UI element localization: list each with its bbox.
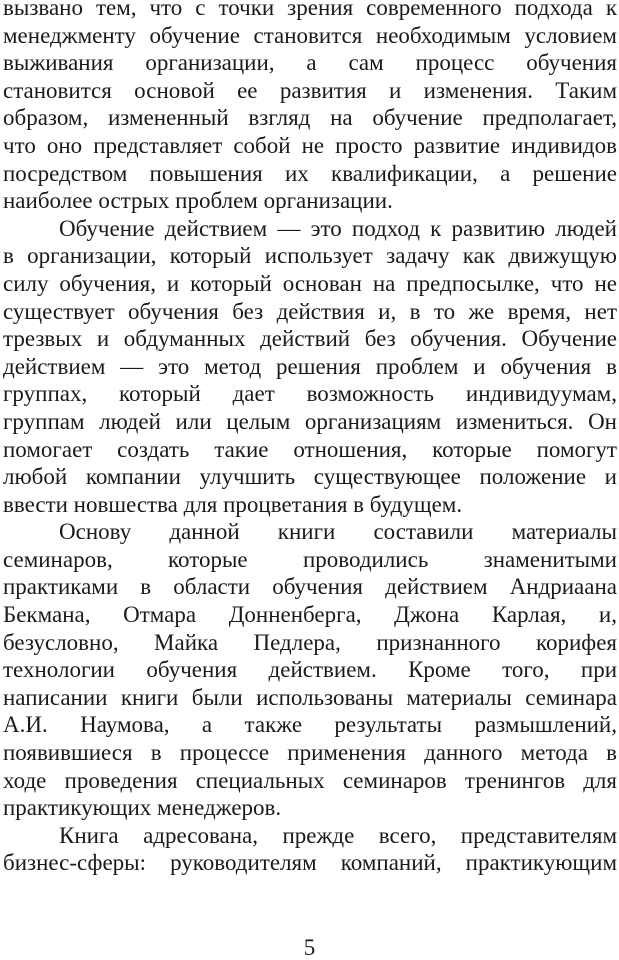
text-line: существует обучения без действия и, в то же время, нет: [3, 298, 617, 324]
text-line: выживания организации, а сам процесс обучения: [3, 50, 617, 76]
text-line: вызвано тем, что с точки зрения современного подхода к: [3, 0, 617, 20]
text-line: семинаров, которые проводились знаменитыми: [3, 546, 617, 572]
text-line: бизнес-сферы: руководителям компаний, практикующим: [3, 850, 617, 876]
text-line: менеджменту обучение становится необходимым условием: [3, 22, 617, 48]
text-line: образом, измененный взгляд на обучение предполагает,: [3, 105, 617, 131]
text-line: наиболее острых проблем организации.: [3, 188, 393, 214]
text-line: Обучение действием — это подход к развитию людей: [59, 215, 617, 241]
text-line: действием — это метод решения проблем и обучения в: [3, 353, 617, 379]
text-line: силу обучения, и который основан на предпосылке, что не: [3, 270, 617, 296]
paragraph: [3, 0, 617, 215]
text-line: Основу данной книги составили материалы: [59, 519, 617, 545]
text-line: безусловно, Майка Педлера, признанного корифея: [3, 629, 617, 655]
text-line: практикующих менеджеров.: [3, 795, 282, 821]
text-line: любой компании улучшить существующее положение и: [3, 464, 617, 490]
text-line: Книга адресована, прежде всего, представителям: [59, 822, 617, 848]
text-line: помогает создать такие отношения, которые помогут: [3, 436, 617, 462]
paragraph: [3, 518, 617, 822]
text-line: технологии обучения действием. Кроме того, при: [3, 657, 617, 683]
text-line: появившиеся в процессе применения данного метода в: [3, 740, 617, 766]
text-line: практиками в области обучения действием Андриаана: [3, 574, 617, 600]
text-line: трезвых и обдуманных действий без обучения. Обучение: [3, 326, 617, 352]
text-line: в организации, который использует задачу как движущую: [3, 243, 617, 269]
paragraph: [3, 215, 617, 519]
page-number: 5: [303, 935, 316, 960]
text-line: ввести новшества для процветания в будущем.: [3, 491, 463, 517]
body-text: [3, 0, 617, 877]
paragraph: [3, 822, 617, 877]
text-line: что оно представляет собой не просто развитие индивидов: [3, 132, 617, 158]
text-line: ходе проведения специальных семинаров тренингов для: [3, 767, 617, 793]
text-line: становится основой ее развития и изменения. Таким: [3, 77, 617, 103]
text-line: группах, который дает возможность индивидуумам,: [3, 381, 617, 407]
text-line: А.И. Наумова, а также результаты размышлений,: [3, 712, 617, 738]
text-line: группам людей или целым организациям измениться. Он: [3, 408, 617, 434]
text-line: написании книги были использованы материалы семинара: [3, 684, 617, 710]
text-line: Бекмана, Отмара Донненберга, Джона Карлая, и,: [3, 602, 617, 628]
text-line: посредством повышения их квалификации, а решение: [3, 160, 617, 186]
